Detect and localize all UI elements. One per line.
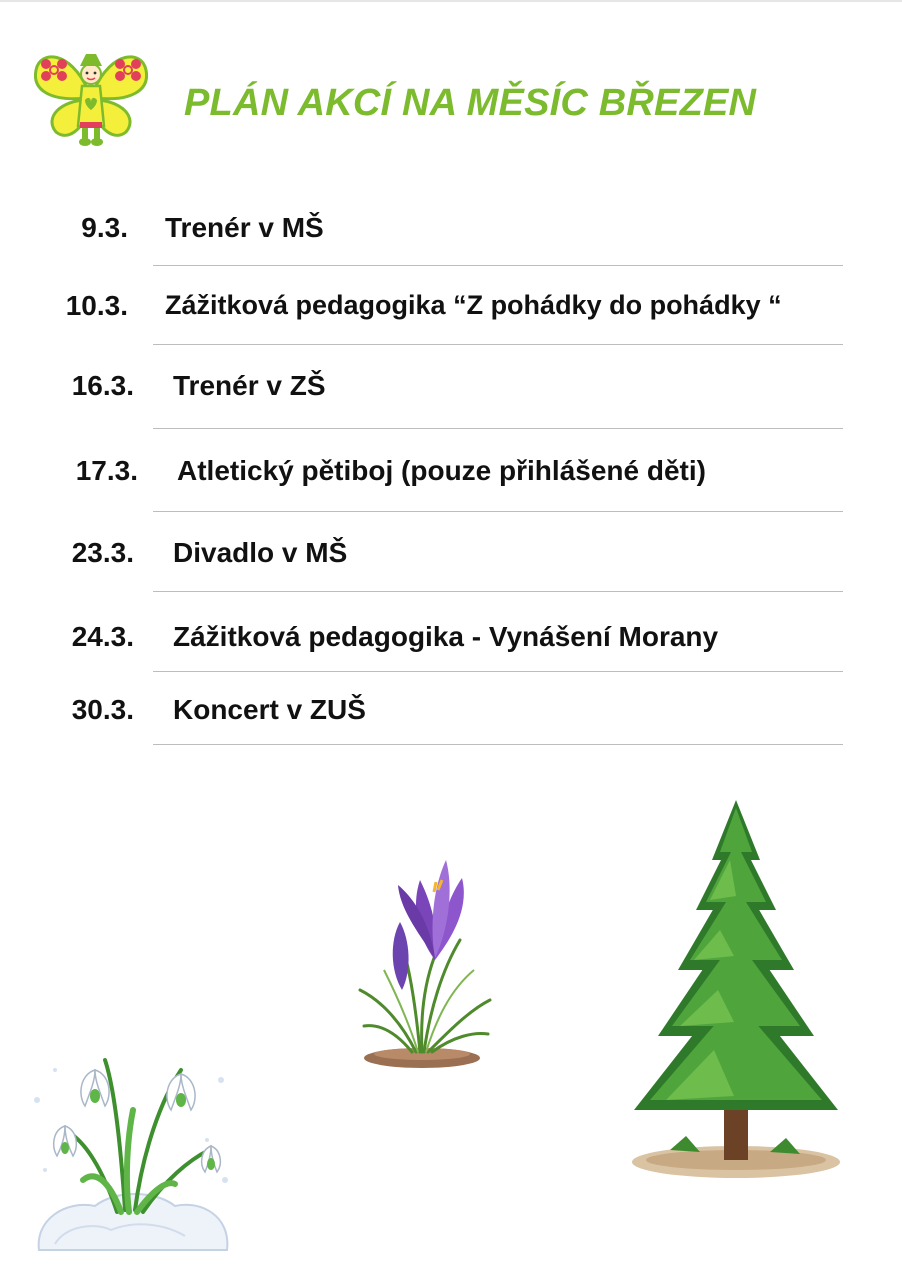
divider: [153, 591, 843, 592]
event-date: 24.3.: [71, 621, 134, 652]
event-name: Trenér v MŠ: [165, 212, 324, 243]
divider: [153, 265, 843, 266]
top-border: [0, 0, 902, 2]
event-date: 17.3.: [75, 455, 138, 486]
spruce-tree: [610, 800, 860, 1180]
page-title: PLÁN AKCÍ NA MĚSÍC BŘEZEN: [184, 82, 757, 124]
event-name: Zážitková pedagogika “Z pohádky do pohádky “: [165, 290, 782, 320]
divider: [153, 671, 843, 672]
event-date: 30.3.: [71, 694, 134, 725]
crocus-flower: [350, 840, 500, 1080]
event-date: 9.3.: [81, 212, 128, 243]
divider: [153, 744, 843, 745]
butterfly-fairy-logo: [30, 40, 152, 148]
divider: [153, 428, 843, 429]
event-date: 10.3.: [65, 290, 128, 321]
snowdrops: [25, 1030, 240, 1260]
event-name: Trenér v ZŠ: [173, 370, 326, 401]
event-name: Atletický pětiboj (pouze přihlášené děti): [177, 455, 706, 486]
divider: [153, 344, 843, 345]
event-name: Divadlo v MŠ: [173, 537, 348, 568]
event-date: 23.3.: [71, 537, 134, 568]
event-name: Zážitková pedagogika - Vynášení Morany: [173, 621, 719, 652]
event-date: 16.3.: [71, 370, 134, 401]
event-name: Koncert v ZUŠ: [173, 694, 366, 725]
divider: [153, 511, 843, 512]
